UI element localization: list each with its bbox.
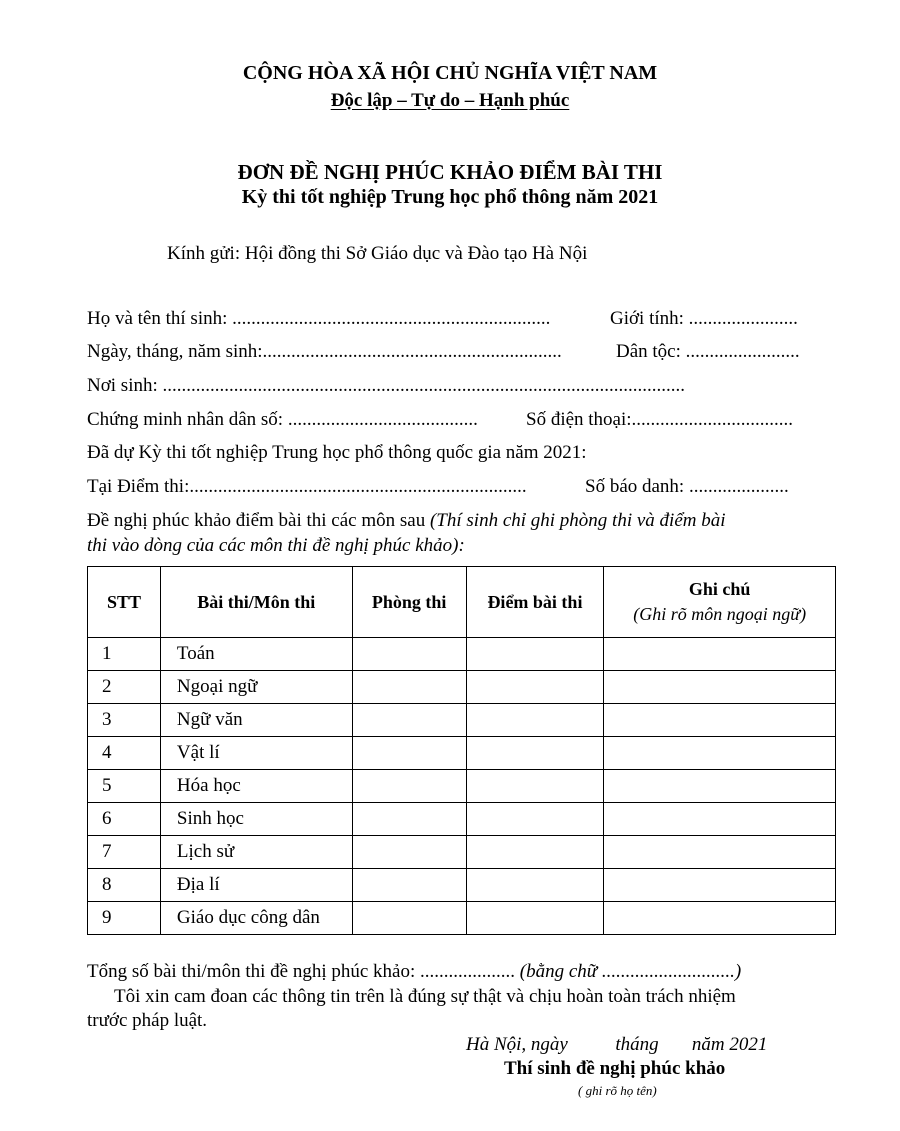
row-stt: 1: [88, 638, 161, 671]
header-note-title: Ghi chú: [688, 579, 751, 599]
header-note: [604, 567, 836, 638]
header-stt: STT: [88, 567, 161, 638]
row-stt: 8: [88, 869, 161, 902]
gender-field: Giới tính: .......................: [610, 308, 798, 329]
row-subject: Toán: [160, 638, 352, 671]
row-score-cell: [466, 803, 604, 836]
row-score-cell: [466, 704, 604, 737]
total-text: Tổng số bài thi/môn thi đề nghị phúc khảo: ....................: [87, 961, 520, 982]
subjects-table: [87, 566, 836, 935]
declaration-line-2: trước pháp luật.: [87, 1010, 208, 1031]
row-score-cell: [466, 737, 604, 770]
signer-title: Thí sinh đề nghị phúc khảo: [504, 1058, 726, 1079]
recipient-line: Kính gửi: Hội đồng thi Sở Giáo dục và Đào tạo Hà Nội: [167, 243, 588, 264]
row-score-cell: [466, 836, 604, 869]
row-room-cell: [352, 737, 466, 770]
row-score-cell: [466, 902, 604, 935]
id-number-field: Chứng minh nhân dân số: ........................................: [87, 409, 478, 430]
table-row: [88, 869, 836, 902]
row-note-cell: [604, 803, 836, 836]
request-line-1: [87, 510, 726, 532]
date-of-birth-field: Ngày, tháng, năm sinh:...............................................................: [87, 341, 562, 362]
row-subject: Ngoại ngữ: [160, 671, 352, 704]
row-room-cell: [352, 770, 466, 803]
row-note-cell: [604, 704, 836, 737]
row-stt: 6: [88, 803, 161, 836]
row-note-cell: [604, 869, 836, 902]
row-subject: Giáo dục công dân: [160, 902, 352, 935]
table-row: [88, 671, 836, 704]
row-room-cell: [352, 902, 466, 935]
table-row: [88, 704, 836, 737]
country-heading: CỘNG HÒA XÃ HỘI CHỦ NGHĨA VIỆT NAM: [242, 62, 658, 84]
table-header-row: [88, 567, 836, 638]
row-room-cell: [352, 638, 466, 671]
header-subject: Bài thi/Môn thi: [160, 567, 352, 638]
row-room-cell: [352, 869, 466, 902]
request-instruction: (Thí sinh chỉ ghi phòng thi và điểm bài: [429, 510, 726, 531]
header-room: Phòng thi: [352, 567, 466, 638]
request-line-2: thi vào dòng của các môn thi đề nghị phúc khảo):: [87, 535, 465, 556]
table-row: [88, 902, 836, 935]
table-row: [88, 737, 836, 770]
row-score-cell: [466, 770, 604, 803]
row-subject: Ngữ văn: [160, 704, 352, 737]
row-note-cell: [604, 770, 836, 803]
national-motto-text: Độc lập – Tự do – Hạnh phúc: [330, 90, 570, 111]
row-score-cell: [466, 869, 604, 902]
table-row: [88, 770, 836, 803]
table-body: [88, 638, 836, 935]
row-stt: 7: [88, 836, 161, 869]
national-motto: [0, 90, 900, 112]
place-date-line: Hà Nội, ngày tháng năm 2021: [466, 1034, 768, 1055]
row-subject: Vật lí: [160, 737, 352, 770]
row-note-cell: [604, 737, 836, 770]
declaration-line-1: Tôi xin cam đoan các thông tin trên là đúng sự thật và chịu hoàn toàn trách nhiệm: [114, 986, 736, 1007]
row-note-cell: [604, 836, 836, 869]
row-room-cell: [352, 671, 466, 704]
document-subtitle: Kỳ thi tốt nghiệp Trung học phổ thông năm 2021: [241, 186, 659, 208]
row-subject: Sinh học: [160, 803, 352, 836]
row-score-cell: [466, 671, 604, 704]
birthplace-field: Nơi sinh: ..............................................................................................................: [87, 375, 685, 396]
row-room-cell: [352, 836, 466, 869]
total-in-words: (bằng chữ ............................): [519, 961, 742, 982]
row-score-cell: [466, 638, 604, 671]
total-line: [87, 961, 741, 983]
candidate-name-field: Họ và tên thí sinh: ...................................................................: [87, 308, 551, 329]
request-text: Đề nghị phúc khảo điểm bài thi các môn sau: [87, 510, 430, 531]
document-title: ĐƠN ĐỀ NGHỊ PHÚC KHẢO ĐIỂM BÀI THI: [237, 160, 663, 184]
row-subject: Hóa học: [160, 770, 352, 803]
header-score: Điểm bài thi: [466, 567, 604, 638]
candidate-number-field: Số báo danh: .....................: [585, 476, 789, 497]
row-stt: 4: [88, 737, 161, 770]
table-row: [88, 638, 836, 671]
signer-note: ( ghi rõ họ tên): [578, 1083, 657, 1098]
exam-site-field: Tại Điểm thi:.......................................................................: [87, 476, 527, 497]
row-note-cell: [604, 638, 836, 671]
row-stt: 2: [88, 671, 161, 704]
header-note-subtitle: (Ghi rõ môn ngoại ngữ): [633, 604, 807, 624]
ethnicity-field: Dân tộc: ........................: [616, 341, 800, 362]
row-note-cell: [604, 902, 836, 935]
row-subject: Địa lí: [160, 869, 352, 902]
row-room-cell: [352, 803, 466, 836]
row-room-cell: [352, 704, 466, 737]
row-stt: 9: [88, 902, 161, 935]
row-subject: Lịch sử: [160, 836, 352, 869]
row-stt: 5: [88, 770, 161, 803]
phone-field: Số điện thoại:..................................: [526, 409, 794, 430]
table-row: [88, 803, 836, 836]
row-note-cell: [604, 671, 836, 704]
row-stt: 3: [88, 704, 161, 737]
attended-exam-line: Đã dự Kỳ thi tốt nghiệp Trung học phổ thông quốc gia năm 2021:: [87, 442, 587, 463]
table-row: [88, 836, 836, 869]
